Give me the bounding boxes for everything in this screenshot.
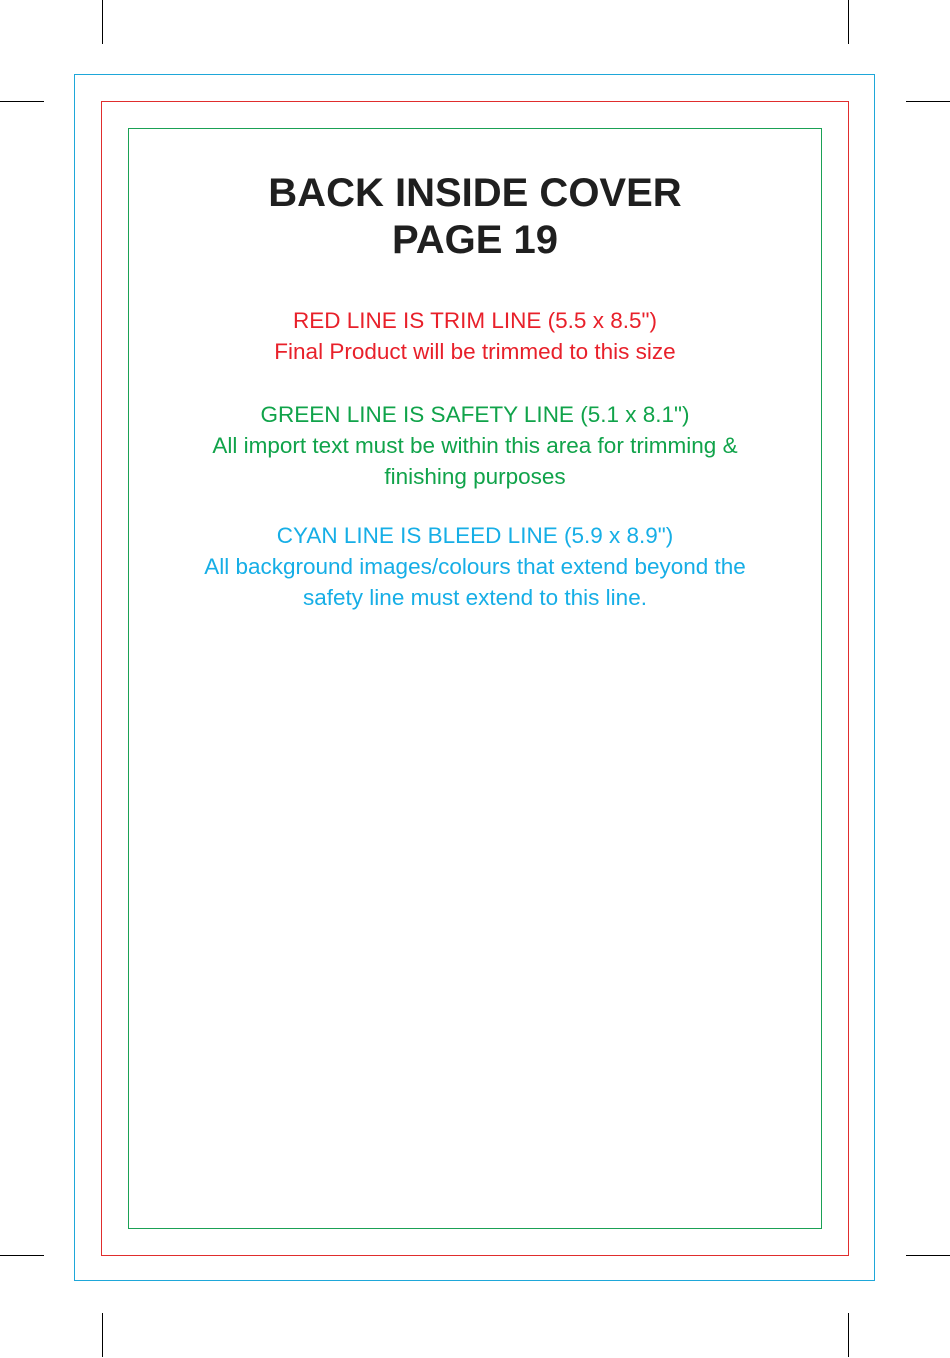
crop-mark-top-left-horizontal bbox=[0, 101, 44, 102]
crop-mark-top-right-vertical bbox=[848, 0, 849, 44]
crop-mark-bottom-right-horizontal bbox=[906, 1255, 950, 1256]
title-line-2: PAGE 19 bbox=[392, 218, 558, 262]
crop-mark-top-left-vertical bbox=[102, 0, 103, 44]
trim-line-heading: RED LINE IS TRIM LINE (5.5 x 8.5") bbox=[293, 308, 657, 333]
trim-line-text: Final Product will be trimmed to this size bbox=[274, 339, 676, 364]
page-title bbox=[128, 170, 822, 264]
page-content bbox=[128, 170, 822, 613]
title-line-1: BACK INSIDE COVER bbox=[268, 171, 682, 215]
crop-mark-bottom-left-horizontal bbox=[0, 1255, 44, 1256]
bleed-line-heading: CYAN LINE IS BLEED LINE (5.9 x 8.9") bbox=[276, 523, 674, 548]
bleed-line-text-1: All background images/colours that extend beyond the bbox=[204, 554, 746, 579]
safety-line-text-2: finishing purposes bbox=[384, 464, 566, 489]
crop-mark-top-right-horizontal bbox=[906, 101, 950, 102]
crop-mark-bottom-left-vertical bbox=[102, 1313, 103, 1357]
bleed-line-info bbox=[128, 520, 822, 613]
safety-line-text-1: All import text must be within this area for trimming & bbox=[212, 433, 738, 458]
crop-mark-bottom-right-vertical bbox=[848, 1313, 849, 1357]
safety-line-info bbox=[128, 399, 822, 492]
trim-line-info bbox=[128, 305, 822, 367]
bleed-line-text-2: safety line must extend to this line. bbox=[303, 585, 647, 610]
safety-line-heading: GREEN LINE IS SAFETY LINE (5.1 x 8.1") bbox=[260, 402, 690, 427]
